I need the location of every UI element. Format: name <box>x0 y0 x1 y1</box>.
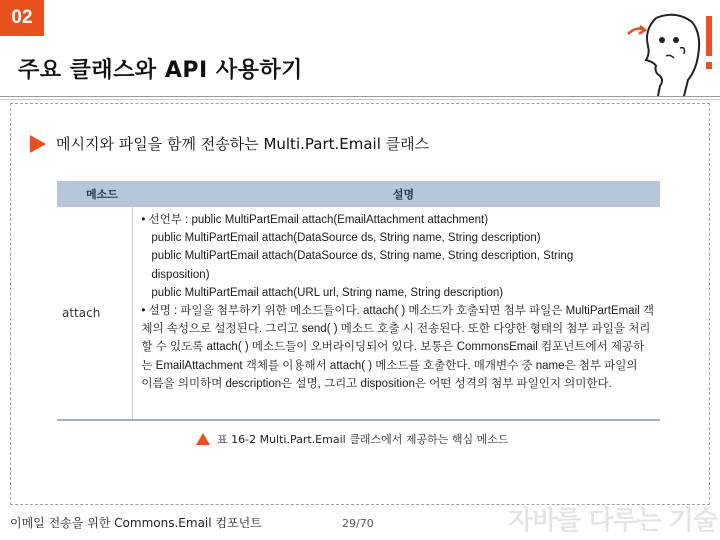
chapter-badge: 02 <box>0 0 44 36</box>
description-line: • 선언부 : public MultiPartEmail attach(EmailAttachment attachment) <box>141 214 489 226</box>
method-table <box>57 181 660 421</box>
column-header-method: 메소드 <box>86 188 118 201</box>
description-line: public MultiPartEmail attach(URL url, String name, String description) <box>151 286 504 299</box>
thinking-character-illustration <box>618 6 718 98</box>
section-heading <box>30 133 429 154</box>
brand-watermark: 자바를 다루는 기술 <box>508 506 718 536</box>
description-line: 할 수 있도록 attach( ) 메소드들이 오버라이딩되어 있다. 보통은 CommonsEmail 컴포넌트에서 제공하 <box>141 341 645 354</box>
footer-chapter-title: 이메일 전송을 위한 Commons.Email 컴포넌트 <box>10 516 262 530</box>
method-name-cell: attach <box>57 207 133 419</box>
description-line: public MultiPartEmail attach(DataSource ds, String name, String description) <box>151 232 541 245</box>
description-line: public MultiPartEmail attach(DataSource ds, String name, String description, String <box>151 250 574 263</box>
description-line: 는 EmailAttachment 객체를 이용해서 attach( ) 메소드를 호출한다. 매개변수 중 name은 첨부 파일의 <box>141 359 638 372</box>
page-number: 29/70 <box>342 517 374 530</box>
page-title: 주요 클래스와 API 사용하기 <box>18 58 303 83</box>
description-line: 체의 속성으로 설정된다. 그리고 send( ) 메소드 호출 시 전송된다. 또한 다양한 형태의 첨부 파일을 처리 <box>141 323 651 336</box>
title-divider <box>0 96 720 97</box>
description-line: disposition) <box>151 268 210 281</box>
column-header-description: 설명 <box>392 188 415 201</box>
table-caption <box>196 431 508 447</box>
title-divider-secondary <box>0 99 720 100</box>
table-row <box>57 207 660 421</box>
description-line: • 설명 : 파일을 첨부하기 위한 메소드들이다. attach( ) 메소드가 호출되면 첨부 파일은 MultiPartEmail 객 <box>141 305 654 318</box>
table-header <box>57 181 660 207</box>
play-triangle-icon <box>30 135 46 153</box>
table-caption-text: 표 16-2 Multi.Part.Email 클래스에서 제공하는 핵심 메소드 <box>217 433 509 446</box>
description-line: 이름을 의미하며 description은 설명, 그리고 disposition은 어떤 성격의 첨부 파일인지 의미한다. <box>141 377 612 390</box>
description-cell <box>133 207 660 419</box>
section-heading-text: 메시지와 파일을 함께 전송하는 Multi.Part.Email 클래스 <box>56 135 430 153</box>
warning-triangle-icon <box>196 433 210 445</box>
